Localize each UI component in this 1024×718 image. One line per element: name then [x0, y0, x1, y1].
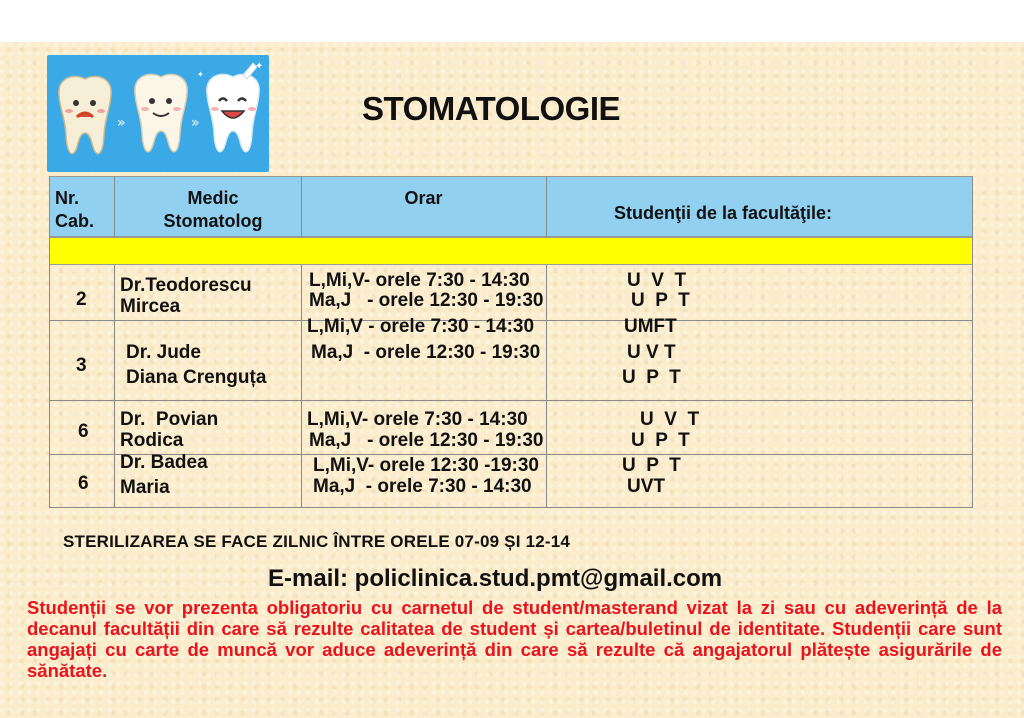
grid-line [49, 400, 973, 401]
row2-doctor-line1: Dr. Jude [126, 342, 201, 363]
header-medic [138, 187, 288, 233]
row4-cab: 6 [78, 473, 89, 494]
row4-schedule-1: L,Mi,V- orele 12:30 -19:30 [313, 455, 539, 476]
row4-doctor-line1: Dr. Badea [120, 452, 208, 473]
row4-doctor-line2: Maria [120, 477, 170, 498]
row2-schedule-2: Ma,J - orele 12:30 - 19:30 [311, 342, 541, 363]
svg-text:»: » [117, 115, 126, 131]
row3-cab: 6 [78, 421, 89, 442]
row2-cab: 3 [76, 355, 87, 376]
row3-schedule-2: Ma,J - orele 12:30 - 19:30 [309, 430, 544, 451]
svg-text:✦: ✦ [255, 61, 264, 72]
row2-schedule-1: L,Mi,V - orele 7:30 - 14:30 [307, 316, 535, 337]
row4-schedule-2: Ma,J - orele 7:30 - 14:30 [313, 476, 532, 497]
header-studenti: Studenţii de la facultăţile: [614, 203, 833, 223]
row2-faculty-1: UMFT [624, 316, 677, 337]
row1-doctor-line2: Mircea [120, 296, 181, 317]
teeth-logo [47, 55, 269, 172]
header-medic-label: Medic [187, 188, 239, 208]
header-cab-label: Cab. [55, 211, 95, 231]
contact-email: E-mail: policlinica.stud.pmt@gmail.com [268, 565, 723, 592]
page-title: STOMATOLOGIE [362, 90, 621, 127]
row1-faculty-1: U V T [627, 270, 687, 291]
row2-faculty-2: U V T [627, 342, 676, 363]
schedule-table [49, 176, 973, 508]
row3-faculty-1: U V T [640, 409, 700, 430]
neutral-tooth-icon [135, 74, 187, 151]
row3-doctor-line1: Dr. Povian [120, 409, 219, 430]
highlight-row [49, 237, 973, 265]
row4-faculty-1: U P T [622, 455, 681, 476]
header-stomatolog-label: Stomatolog [163, 211, 263, 231]
svg-text:✦: ✦ [197, 70, 204, 79]
row2-faculty-3: U P T [622, 367, 681, 388]
grid-line [972, 176, 973, 508]
header-nr-label: Nr. [55, 188, 80, 208]
student-requirements-note: Studenții se vor prezenta obligatoriu cu carnetul de student/masterand vizat la zi sau cu adeverință de la decanul facultății din care să rezulte calitatea de student și cartea/buletinul de identitate. Studenții care sunt angajați cu carte de muncă vor aduce adeverință din care să rezulte că angajatorul plătește asigurările de sănătate. [27, 597, 1002, 681]
row3-doctor-line2: Rodica [120, 430, 184, 451]
grid-line [114, 265, 115, 508]
row2-doctor-line2: Diana Crenguța [126, 367, 267, 388]
row3-faculty-2: U P T [631, 430, 690, 451]
row1-schedule-1: L,Mi,V- orele 7:30 - 14:30 [309, 270, 530, 291]
row4-faculty-2: UVT [627, 476, 665, 497]
row1-cab: 2 [76, 289, 87, 310]
row1-schedule-2: Ma,J - orele 12:30 - 19:30 [309, 290, 544, 311]
header-nr-cab [55, 187, 94, 233]
grid-line [546, 176, 547, 237]
row1-faculty-2: U P T [631, 290, 690, 311]
grid-line [114, 176, 115, 237]
row3-schedule-1: L,Mi,V- orele 7:30 - 14:30 [307, 409, 528, 430]
grid-line [49, 176, 50, 508]
header-orar: Orar [404, 188, 443, 208]
happy-tooth-icon [197, 61, 263, 152]
grid-line [49, 507, 973, 508]
sad-tooth-icon [59, 76, 111, 153]
sterilization-notice: STERILIZAREA SE FACE ZILNIC ÎNTRE ORELE 07-09 ȘI 12-14 [63, 532, 571, 551]
row1-doctor-line1: Dr.Teodorescu [120, 275, 252, 296]
svg-text:»: » [191, 115, 200, 131]
grid-line [546, 265, 547, 508]
grid-line [301, 265, 302, 508]
